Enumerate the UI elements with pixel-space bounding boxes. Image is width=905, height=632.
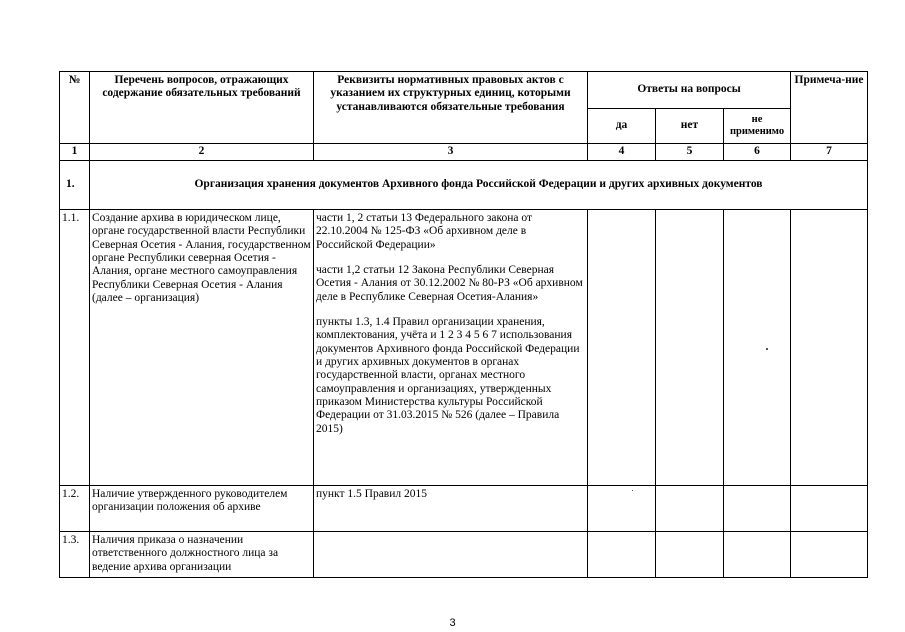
answer-no-cell[interactable] — [656, 532, 724, 578]
answer-not-applicable-cell[interactable] — [724, 532, 791, 578]
notes-cell[interactable] — [791, 486, 868, 532]
row-number: 1.2. — [60, 486, 90, 532]
answer-not-applicable-cell[interactable] — [724, 486, 791, 532]
table-row — [60, 486, 868, 532]
column-number: 2 — [90, 144, 314, 161]
answer-yes-cell[interactable] — [588, 210, 656, 486]
answer-not-applicable-cell[interactable] — [724, 210, 791, 486]
notes-cell[interactable] — [791, 532, 868, 578]
answer-no-cell[interactable] — [656, 486, 724, 532]
column-number-row — [60, 144, 868, 161]
answer-no-cell[interactable] — [656, 210, 724, 486]
header-yes: да — [588, 109, 656, 144]
column-number: 4 — [588, 144, 656, 161]
row-requisites — [314, 532, 588, 578]
section-title: Организация хранения документов Архивного фонда Российской Федерации и других архивных документов — [90, 161, 868, 210]
header-notes: Примеча-ние — [791, 72, 868, 144]
header-row — [60, 72, 868, 109]
row-question: Наличия приказа о назначении ответственного должностного лица за ведение архива организации — [90, 532, 314, 578]
notes-cell[interactable] — [791, 210, 868, 486]
header-requisites: Реквизиты нормативных правовых актов с указанием их структурных единиц, которыми устанавливаются обязательные требования — [314, 72, 588, 144]
table-row — [60, 532, 868, 578]
table-row — [60, 210, 868, 486]
column-number: 5 — [656, 144, 724, 161]
row-requisites: пункт 1.5 Правил 2015 — [314, 486, 588, 532]
page-number: 3 — [449, 617, 456, 629]
row-question: Создание архива в юридическом лице, органе государственной власти Республики Северная Осетия - Алания, государственном органе Республики северная Осетия - Алания, органе местного самоуправления Республики Северная Осетия - Алания (далее – организация) — [90, 210, 314, 486]
requisite-paragraph: части 1,2 статьи 12 Закона Республики Северная Осетия - Алания от 30.12.2002 № 80-РЗ «Об архивном деле в Республике Северная Осетия-Алания» — [316, 263, 583, 303]
section-number: 1. — [60, 161, 90, 210]
scan-speck — [766, 348, 768, 350]
row-requisites — [314, 210, 588, 486]
answer-yes-cell[interactable] — [588, 532, 656, 578]
header-answers: Ответы на вопросы — [588, 72, 791, 109]
row-number: 1.3. — [60, 532, 90, 578]
header-not-applicable: не применимо — [724, 109, 791, 144]
row-number: 1.1. — [60, 210, 90, 486]
requisite-paragraph: пункты 1.3, 1.4 Правил организации хранения, комплектования, учёта и 1 2 3 4 5 6 7 использования документов Архивного фонда Российской Федерации и других архивных документов в органах государственной власти, органах местного самоуправления и организациях, утвержденных приказом Министерства культуры Российской Федерации от 31.03.2015 № 526 (далее – Правила 2015) — [316, 315, 580, 435]
requirements-table — [59, 71, 868, 578]
column-number: 1 — [60, 144, 90, 161]
header-questions: Перечень вопросов, отражающих содержание обязательных требований — [90, 72, 314, 144]
requisite-paragraph: части 1, 2 статьи 13 Федерального закона от 22.10.2004 № 125-ФЗ «Об архивном деле в Российской Федерации» — [316, 212, 532, 251]
header-no: нет — [656, 109, 724, 144]
answer-yes-cell[interactable] — [588, 486, 656, 532]
scan-speck — [632, 490, 633, 491]
header-num: № — [60, 72, 90, 144]
row-question: Наличие утвержденного руководителем организации положения об архиве — [90, 486, 314, 532]
column-number: 3 — [314, 144, 588, 161]
column-number: 7 — [791, 144, 868, 161]
column-number: 6 — [724, 144, 791, 161]
section-row — [60, 161, 868, 210]
